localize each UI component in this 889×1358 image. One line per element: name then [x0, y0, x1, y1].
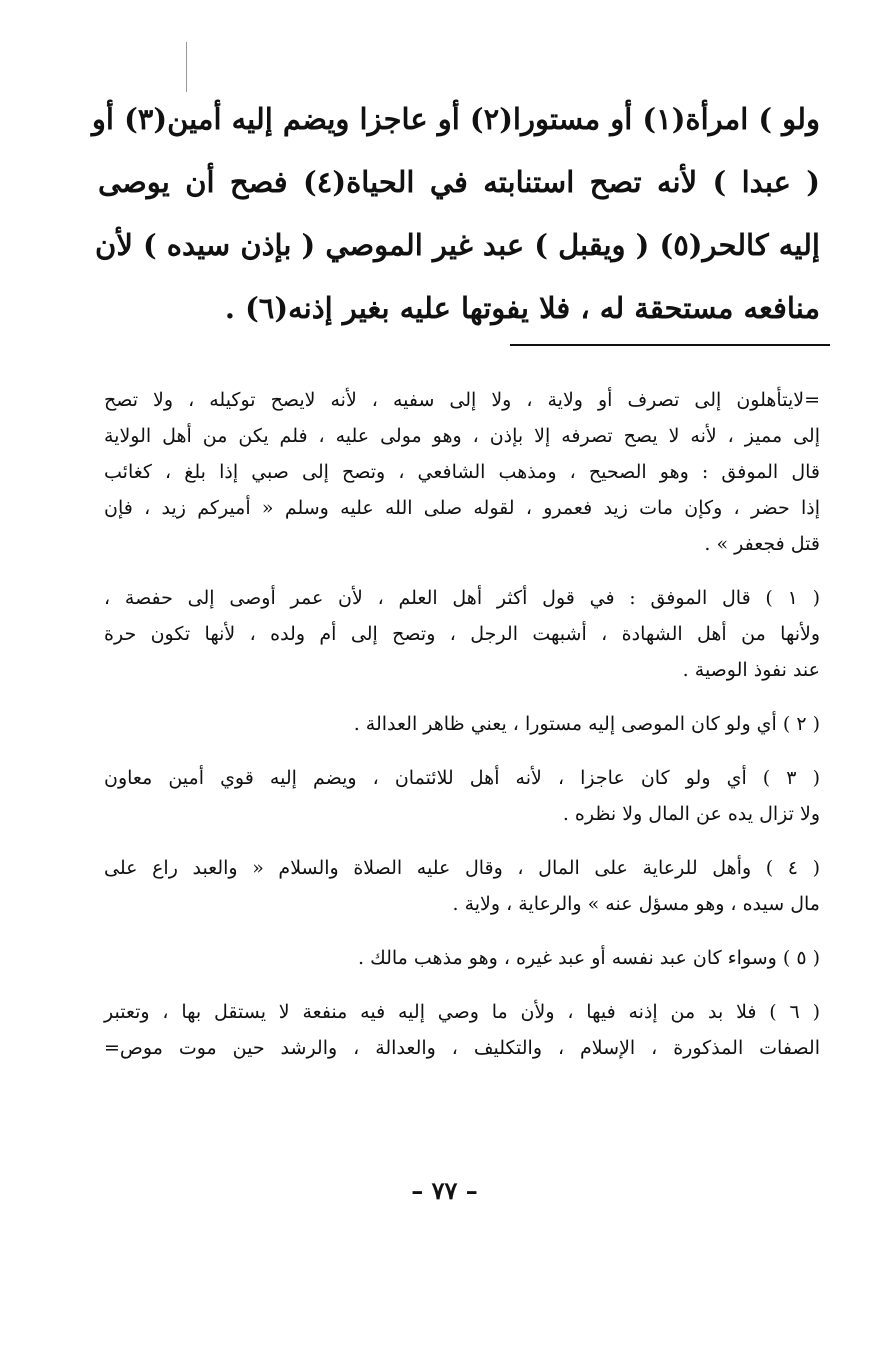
footnote-4	[104, 850, 820, 922]
footnote-line: عند نفوذ الوصية .	[682, 659, 820, 681]
footnote-continued	[104, 382, 820, 562]
footnotes	[104, 382, 820, 1084]
footnote-line: ( ٢ ) أي ولو كان الموصى إليه مستورا ، يعني ظاهر العدالة .	[353, 713, 820, 735]
footnote-line: ( ١ ) قال الموفق : في قول أكثر أهل العلم ، لأن عمر أوصى إلى حفصة ،	[104, 587, 820, 609]
footnote-3	[104, 760, 820, 832]
footnote-line: قتل فجعفر » .	[704, 533, 820, 555]
footnote-line: إذا حضر ، وكإن مات زيد فعمرو ، لقوله صلى الله عليه وسلم « أميركم زيد ، فإن	[104, 497, 820, 519]
footnote-6	[104, 994, 820, 1066]
footnote-line: مال سيده ، وهو مسؤل عنه » والرعاية ، ولاية .	[452, 893, 820, 915]
footnote-line: إلى مميز ، لأنه لا يصح تصرفه إلا بإذن ، وهو مولى عليه ، فلم يكن من أهل الولاية	[104, 425, 820, 447]
main-text-line: ولو ) امرأة(١) أو مستورا(٢) أو عاجزا ويضم إليه أمين(٣) أو	[91, 102, 820, 136]
main-text-line: منافعه مستحقة له ، فلا يفوتها عليه بغير إذنه(٦) .	[224, 291, 820, 325]
footnote-line: =لايتأهلون إلى تصرف أو ولاية ، ولا إلى سفيه ، لأنه لايصح توكيله ، ولا تصح	[104, 389, 820, 411]
footnote-line: ( ٤ ) وأهل للرعاية على المال ، وقال عليه الصلاة والسلام « والعبد راع على	[104, 857, 820, 879]
footnote-line: ( ٥ ) وسواء كان عبد نفسه أو عبد غيره ، وهو مذهب مالك .	[358, 947, 820, 969]
footnote-line: ( ٣ ) أي ولو كان عاجزا ، لأنه أهل للائتمان ، ويضم إليه قوي أمين معاون	[104, 767, 821, 789]
footnote-line: ولا تزال يده عن المال ولا نظره .	[562, 803, 820, 825]
main-text	[91, 88, 820, 340]
main-text-line: إليه كالحر(٥) ( ويقبل ) عبد غير الموصي ( بإذن سيده ) لأن	[95, 228, 820, 262]
footnote-line: الصفات المذكورة ، الإسلام ، والتكليف ، والعدالة ، والرشد حين موت موص=	[104, 1037, 820, 1059]
footnote-line: ( ٦ ) فلا بد من إذنه فيها ، ولأن ما وصي إليه فيه منفعة لا يستقل بها ، وتعتبر	[104, 1001, 821, 1023]
margin-pencil-mark	[186, 42, 187, 92]
footnote-line: ولأنها من أهل الشهادة ، أشبهت الرجل ، وتصح إلى أم ولده ، لأنها تكون حرة	[104, 623, 820, 645]
footnote-1	[104, 580, 820, 688]
page-number: – ٧٧ –	[411, 1176, 478, 1205]
main-text-line: ( عبدا ) لأنه تصح استنابته في الحياة(٤) فصح أن يوصى	[98, 165, 820, 199]
footnote-divider	[510, 344, 830, 346]
footnote-5	[104, 940, 820, 976]
footnote-2	[104, 706, 820, 742]
footnote-line: قال الموفق : وهو الصحيح ، ومذهب الشافعي ، وتصح إلى صبي إذا بلغ ، كغائب	[104, 461, 820, 483]
